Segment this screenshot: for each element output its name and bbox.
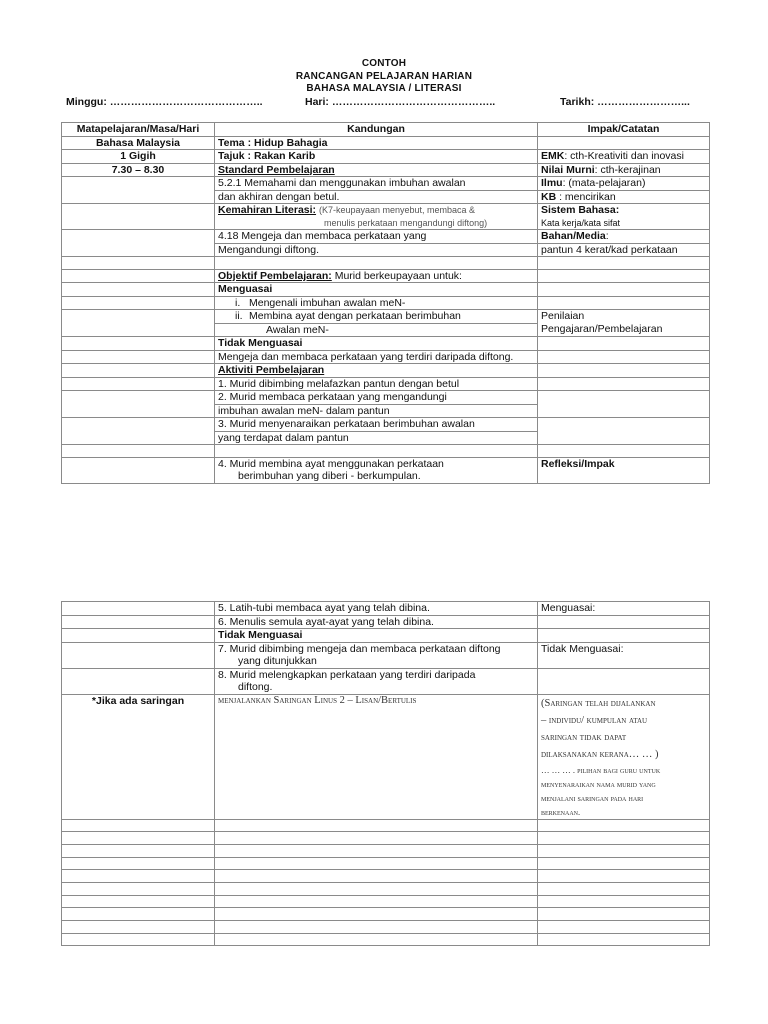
objective-i-num: i. xyxy=(235,296,241,309)
lesson-plan-table-2 xyxy=(61,601,710,946)
table-row xyxy=(62,163,710,177)
empty-cell xyxy=(215,445,538,458)
sistem-label: Sistem Bahasa: xyxy=(541,204,620,216)
lesson-plan-table-1 xyxy=(61,122,710,484)
aktiviti-heading: Aktiviti Pembelajaran xyxy=(215,364,538,378)
table-row xyxy=(62,257,710,270)
empty-cell xyxy=(538,819,710,832)
empty-cell xyxy=(62,418,215,445)
saringan-text: menjalankan Saringan Linus 2 – Lisan/Bertulis xyxy=(215,694,538,819)
activity-2: 2. Murid membaca perkataan yang mengandungi xyxy=(215,391,538,405)
hari-field: Hari: ……………………………………….. xyxy=(305,96,496,108)
empty-cell xyxy=(538,832,710,845)
note-line-3: saringan tidak dapat xyxy=(541,731,627,743)
empty-cell xyxy=(538,377,710,391)
empty-cell xyxy=(215,921,538,934)
kb-label: KB xyxy=(541,190,557,203)
empty-cell xyxy=(62,933,215,946)
empty-cell xyxy=(538,615,710,629)
activity-4 xyxy=(215,457,538,483)
table-row xyxy=(62,615,710,629)
note-line-8: berkenaan. xyxy=(541,806,581,817)
empty-cell xyxy=(62,283,215,297)
sp-1-line-a: 5.2.1 Memahami dan menggunakan imbuhan awalan xyxy=(218,177,466,189)
empty-cell xyxy=(538,629,710,643)
empty-cell xyxy=(538,844,710,857)
empty-cell xyxy=(62,391,215,418)
table-row xyxy=(62,457,710,483)
table-row xyxy=(62,418,710,432)
empty-cell xyxy=(62,296,215,310)
empty-cell xyxy=(538,895,710,908)
table-row xyxy=(62,177,710,191)
empty-cell xyxy=(538,283,710,297)
sistem-value: Kata kerja/kata sifat xyxy=(541,217,621,228)
tema-cell: Tema : Hidup Bahagia xyxy=(215,136,538,150)
empty-cell xyxy=(538,933,710,946)
bahan-label: Bahan/Media xyxy=(541,230,606,242)
table-row xyxy=(62,310,710,324)
empty-cell xyxy=(62,377,215,391)
table-row xyxy=(62,844,710,857)
table-row xyxy=(62,269,710,283)
empty-cell xyxy=(215,832,538,845)
activity-7 xyxy=(215,642,538,668)
table-row xyxy=(62,921,710,934)
bahan-cell xyxy=(538,230,710,244)
empty-cell xyxy=(215,908,538,921)
activity-3: 3. Murid menyenaraikan perkataan berimbuhan awalan xyxy=(215,418,538,432)
table-row xyxy=(62,668,710,694)
activity-3-cont: yang terdapat dalam pantun xyxy=(215,431,538,445)
empty-cell xyxy=(62,819,215,832)
activity-6: 6. Menulis semula ayat-ayat yang telah dibina. xyxy=(215,615,538,629)
time-cell: 7.30 – 8.30 xyxy=(62,163,215,177)
empty-cell xyxy=(215,844,538,857)
table-row xyxy=(62,445,710,458)
ilmu-value: : (mata-pelajaran) xyxy=(562,177,646,189)
activity-2-cont: imbuhan awalan meN- dalam pantun xyxy=(215,404,538,418)
doc-title: RANCANGAN PELAJARAN HARIAN xyxy=(295,71,473,82)
empty-cell xyxy=(538,445,710,458)
empty-cell xyxy=(62,310,215,337)
note-line-5: … … … . pilihan bagi guru untuk xyxy=(541,764,661,775)
empty-cell xyxy=(62,668,215,694)
empty-cell xyxy=(62,882,215,895)
col-header-content: Kandungan xyxy=(215,123,538,137)
tidak-menguasai-text: Mengeja dan membaca perkataan yang terdiri daripada diftong. xyxy=(215,350,538,364)
note-line-1: (Saringan telah dijalankan xyxy=(541,697,656,709)
penilaian-line-a: Penilaian xyxy=(541,310,585,323)
sistem-bahasa-cell xyxy=(538,204,710,230)
table-header-row xyxy=(62,123,710,137)
empty-cell xyxy=(62,908,215,921)
table-row xyxy=(62,629,710,643)
empty-cell xyxy=(62,602,215,616)
table-row xyxy=(62,882,710,895)
empty-cell xyxy=(215,895,538,908)
table-row xyxy=(62,377,710,391)
empty-cell xyxy=(62,844,215,857)
tidak-menguasai-heading: Tidak Menguasai xyxy=(215,337,538,351)
kb-value: : mencirikan xyxy=(556,190,616,203)
bahan-value: pantun 4 kerat/kad perkataan xyxy=(538,243,710,257)
empty-cell xyxy=(62,629,215,643)
empty-cell xyxy=(215,819,538,832)
empty-cell xyxy=(62,177,215,204)
empty-cell xyxy=(62,642,215,668)
empty-cell xyxy=(538,391,710,418)
objective-i xyxy=(215,296,538,310)
table-row xyxy=(62,870,710,883)
bahan-colon: : xyxy=(605,230,609,242)
note-line-4: dilaksanakan kerana… … ) xyxy=(541,748,659,760)
sp-heading: Standard Pembelajaran xyxy=(215,163,538,177)
note-line-7: menjalani saringan pada hari xyxy=(541,792,644,803)
empty-cell xyxy=(538,257,710,270)
table-row xyxy=(62,602,710,616)
kl-value-a: (K7-keupayaan menyebut, membaca & xyxy=(318,205,476,215)
nilai-cell xyxy=(538,163,710,177)
empty-cell xyxy=(215,870,538,883)
activity-8-line-a: 8. Murid melengkapkan perkataan yang terdiri daripada xyxy=(218,668,476,681)
table-row xyxy=(62,364,710,378)
table-row xyxy=(62,296,710,310)
empty-cell xyxy=(62,337,215,351)
empty-cell xyxy=(538,921,710,934)
activity-7-line-a: 7. Murid dibimbing mengeja dan membaca perkataan diftong xyxy=(218,642,501,655)
sp-1-cont: dan akhiran dengan betul. xyxy=(215,190,538,204)
nilai-value: : cth-kerajinan xyxy=(594,163,661,176)
col-header-subject: Matapelajaran/Masa/Hari xyxy=(62,123,215,137)
tidak-menguasai-label: Tidak Menguasai: xyxy=(538,642,710,668)
kl-label: Kemahiran Literasi: xyxy=(218,204,317,216)
doc-label: CONTOH xyxy=(361,58,407,69)
empty-cell xyxy=(62,204,215,230)
emk-label: EMK xyxy=(541,150,565,162)
empty-cell xyxy=(62,895,215,908)
empty-cell xyxy=(538,857,710,870)
empty-cell xyxy=(62,857,215,870)
empty-cell xyxy=(538,908,710,921)
empty-cell xyxy=(215,933,538,946)
objective-ii-text: Membina ayat dengan perkataan berimbuhan xyxy=(249,310,461,323)
saringan-note xyxy=(538,694,710,819)
objektif-cell xyxy=(215,269,538,283)
table-row xyxy=(62,933,710,946)
tidak-menguasai-heading-2: Tidak Menguasai xyxy=(215,629,538,643)
objective-ii xyxy=(215,310,538,324)
ilmu-cell xyxy=(538,177,710,191)
objektif-value: Murid berkeupayaan untuk: xyxy=(331,269,462,282)
table-row xyxy=(62,642,710,668)
empty-cell xyxy=(538,364,710,378)
activity-8-line-b: diftong. xyxy=(238,681,273,693)
saringan-label: *Jika ada saringan xyxy=(62,694,215,819)
activity-8 xyxy=(215,668,538,694)
emk-value: : cth-Kreativiti dan inovasi xyxy=(564,150,684,162)
table-row xyxy=(62,391,710,405)
empty-cell xyxy=(62,364,215,378)
empty-cell xyxy=(538,870,710,883)
objective-i-text: Mengenali imbuhan awalan meN- xyxy=(249,296,406,309)
sp-2-cell: 4.18 Mengeja dan membaca perkataan yang xyxy=(215,230,538,244)
table-row xyxy=(62,230,710,244)
objective-ii-cont: Awalan meN- xyxy=(215,323,538,337)
empty-cell xyxy=(538,269,710,283)
empty-cell xyxy=(538,418,710,445)
nilai-label: Nilai Murni xyxy=(541,163,595,176)
empty-cell xyxy=(215,257,538,270)
kb-cell xyxy=(538,190,710,204)
empty-cell xyxy=(62,615,215,629)
activity-5: 5. Latih-tubi membaca ayat yang telah dibina. xyxy=(215,602,538,616)
table-row xyxy=(62,832,710,845)
table-row xyxy=(62,350,710,364)
empty-cell xyxy=(62,269,215,283)
table-row xyxy=(62,857,710,870)
empty-cell xyxy=(538,350,710,364)
table-row xyxy=(62,819,710,832)
empty-cell xyxy=(62,230,215,257)
refleksi-cell: Refleksi/Impak xyxy=(538,457,710,483)
doc-subtitle: BAHASA MALAYSIA / LITERASI xyxy=(306,83,462,94)
note-line-6: menyenaraikan nama murid yang xyxy=(541,778,656,789)
table-row xyxy=(62,283,710,297)
empty-cell xyxy=(215,882,538,895)
activity-1: 1. Murid dibimbing melafazkan pantun dengan betul xyxy=(215,377,538,391)
empty-cell xyxy=(62,257,215,270)
empty-cell xyxy=(62,832,215,845)
objective-ii-num: ii. xyxy=(235,310,243,323)
table-row xyxy=(62,694,710,819)
empty-cell xyxy=(538,296,710,310)
menguasai-label: Menguasai: xyxy=(538,602,710,616)
sp-2-cont: Mengandungi diftong. xyxy=(215,243,538,257)
table-row xyxy=(62,337,710,351)
kemahiran-literasi-cell xyxy=(215,204,538,230)
activity-4-line-b: berimbuhan yang diberi - berkumpulan. xyxy=(238,470,421,483)
ilmu-label: Ilmu xyxy=(541,177,563,189)
minggu-field: Minggu: …………………………………….. xyxy=(66,96,263,108)
emk-cell xyxy=(538,150,710,164)
table-row xyxy=(62,150,710,164)
empty-cell xyxy=(538,882,710,895)
subject-cell: Bahasa Malaysia xyxy=(62,136,215,150)
penilaian-line-b: Pengajaran/Pembelajaran xyxy=(541,322,663,335)
day-cell: 1 Gigih xyxy=(62,150,215,164)
kl-value-b: menulis perkataan mengandungi diftong) xyxy=(324,217,488,228)
empty-cell xyxy=(215,857,538,870)
note-line-2: – individu/ kumpulan atau xyxy=(541,714,648,726)
empty-cell xyxy=(62,870,215,883)
tarikh-field: Tarikh: ……………………... xyxy=(560,96,690,108)
impact-cell xyxy=(538,136,710,150)
table-row xyxy=(62,895,710,908)
empty-cell xyxy=(62,445,215,458)
menguasai-heading: Menguasai xyxy=(215,283,538,297)
activity-4-line-a: 4. Murid membina ayat menggunakan perkataan xyxy=(218,457,444,470)
empty-cell xyxy=(62,350,215,364)
activity-7-line-b: yang ditunjukkan xyxy=(238,655,317,667)
table-row xyxy=(62,908,710,921)
sp-1-cell xyxy=(215,177,538,191)
empty-cell xyxy=(62,921,215,934)
tajuk-cell: Tajuk : Rakan Karib xyxy=(215,150,538,164)
table-row xyxy=(62,204,710,230)
empty-cell xyxy=(538,337,710,351)
objektif-label: Objektif Pembelajaran: xyxy=(218,269,332,282)
penilaian-cell xyxy=(538,310,710,337)
table-row xyxy=(62,136,710,150)
col-header-impact: Impak/Catatan xyxy=(538,123,710,137)
empty-cell xyxy=(538,668,710,694)
empty-cell xyxy=(62,457,215,483)
